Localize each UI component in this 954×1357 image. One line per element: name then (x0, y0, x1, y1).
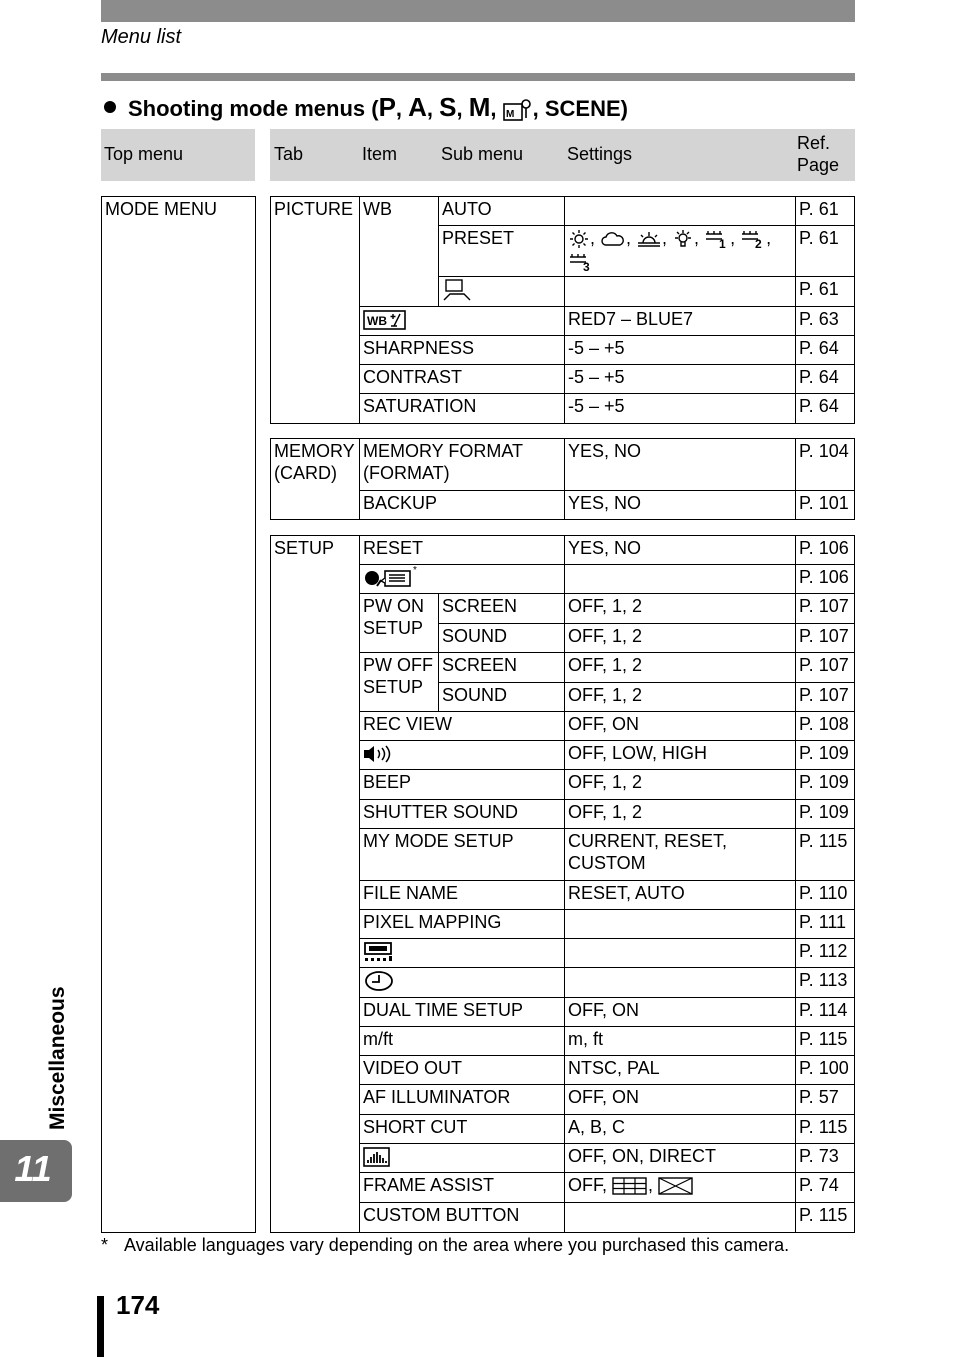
tab-picture: PICTURE (270, 196, 360, 424)
item-contrast: CONTRAST (359, 364, 565, 394)
item-backup: BACKUP (359, 490, 565, 520)
item-pixel-mapping: PIXEL MAPPING (359, 909, 565, 939)
col-tab: Tab (274, 144, 304, 164)
cloud-icon (600, 229, 626, 249)
footnote: * Available languages vary depending on the area where you purchased this camera. (101, 1235, 790, 1255)
section-title: Shooting mode menus (P, A, S, M, M , SCENE) (104, 92, 628, 123)
setting: RED7 – BLUE7 (564, 306, 796, 336)
item-video-out: VIDEO OUT (359, 1055, 565, 1085)
header-columns-cell (270, 129, 855, 181)
setting: OFF, 1, 2 (564, 593, 796, 624)
ref-page: P. 61 (795, 276, 855, 307)
wb-compensation-icon (363, 309, 407, 331)
item-file-name: FILE NAME (359, 880, 565, 910)
ref-page: P. 101 (795, 490, 855, 520)
fluorescent-3-icon (568, 252, 594, 272)
ref-page: P. 61 (795, 196, 855, 226)
mode-p: P (378, 92, 396, 122)
setting-frame-assist: OFF, , (564, 1172, 796, 1203)
item-saturation: SATURATION (359, 393, 565, 424)
setting: YES, NO (564, 535, 796, 565)
item-wb: WB (359, 196, 439, 307)
running-head: Menu list (101, 26, 182, 48)
item-pw-off-setup: PW OFF SETUP (359, 652, 439, 712)
setting: OFF, ON (564, 997, 796, 1027)
fluorescent-1-icon (704, 229, 730, 249)
setting: OFF, ON (564, 1084, 796, 1115)
top-menu-cell: MODE MENU (101, 196, 256, 1233)
ref-page: P. 64 (795, 364, 855, 394)
setting: OFF, 1, 2 (564, 769, 796, 800)
setting: OFF, ON (564, 711, 796, 741)
setting-empty (564, 1202, 796, 1233)
clock-icon (363, 970, 395, 992)
ref-page: P. 107 (795, 682, 855, 712)
sub-one-touch-wb (438, 276, 565, 307)
item-volume (359, 740, 565, 770)
mode-a: A (408, 92, 427, 122)
page-number-bar (97, 1296, 104, 1357)
setting: OFF, ON, DIRECT (564, 1143, 796, 1173)
ref-page: P. 109 (795, 740, 855, 770)
ref-page: P. 63 (795, 306, 855, 336)
col-sub-menu: Sub menu (441, 144, 524, 164)
tab-memory-card: MEMORY (CARD) (270, 438, 360, 520)
ref-page: P. 109 (795, 769, 855, 800)
setting-empty (564, 276, 796, 307)
histogram-icon (363, 1146, 391, 1168)
setting: CURRENT, RESET, CUSTOM (564, 828, 796, 881)
ref-page: P. 106 (795, 535, 855, 565)
ref-page: P. 108 (795, 711, 855, 741)
item-sharpness: SHARPNESS (359, 335, 565, 365)
item-monitor-brightness (359, 938, 565, 968)
item-wb-compensation (359, 306, 565, 336)
ref-page: P. 64 (795, 393, 855, 424)
ref-page: P. 115 (795, 828, 855, 881)
setting-empty (564, 938, 796, 968)
item-reset: RESET (359, 535, 565, 565)
svg-text:WB: WB (367, 314, 387, 329)
setting: OFF, LOW, HIGH (564, 740, 796, 770)
page-number: 174 (116, 1290, 160, 1320)
item-shutter-sound: SHUTTER SOUND (359, 799, 565, 829)
svg-text:3: 3 (583, 259, 590, 272)
tab-setup: SETUP (270, 535, 360, 1233)
language-icon (363, 566, 421, 590)
item-m-ft: m/ft (359, 1026, 565, 1056)
mode-m: M (468, 92, 491, 122)
fluorescent-2-icon (740, 229, 766, 249)
grid-icon (612, 1176, 648, 1196)
item-beep: BEEP (359, 769, 565, 800)
setting: NTSC, PAL (564, 1055, 796, 1085)
sub-sound: SOUND (438, 623, 565, 653)
mode-s: S (439, 92, 457, 122)
ref-page: P. 106 (795, 564, 855, 594)
setting: -5 – +5 (564, 364, 796, 394)
item-histogram (359, 1143, 565, 1173)
setting: OFF, 1, 2 (564, 652, 796, 683)
chapter-number: 11 (14, 1148, 52, 1189)
svg-text:1: 1 (719, 237, 726, 250)
setting: RESET, AUTO (564, 880, 796, 910)
ref-page: P. 107 (795, 652, 855, 683)
sub-screen: SCREEN (438, 593, 565, 624)
item-language (359, 564, 565, 594)
ref-page: P. 109 (795, 799, 855, 829)
setting-empty (564, 564, 796, 594)
ref-page: P. 61 (795, 225, 855, 277)
sub-screen: SCREEN (438, 652, 565, 683)
setting: OFF, 1, 2 (564, 623, 796, 653)
ref-page: P. 74 (795, 1172, 855, 1203)
ref-page: P. 112 (795, 938, 855, 968)
col-settings: Settings (567, 144, 633, 164)
setting-empty (564, 967, 796, 998)
golden-section-icon (658, 1176, 694, 1196)
sub-preset: PRESET (438, 225, 565, 277)
item-dual-time-setup: DUAL TIME SETUP (359, 997, 565, 1027)
ref-page: P. 114 (795, 997, 855, 1027)
item-rec-view: REC VIEW (359, 711, 565, 741)
sunset-icon (636, 229, 662, 249)
col-ref-page-line1: Ref. (797, 133, 831, 153)
svg-text:M: M (505, 109, 514, 121)
svg-text:*: * (413, 566, 417, 577)
setting-empty (564, 909, 796, 939)
sub-auto: AUTO (438, 196, 565, 226)
item-frame-assist: FRAME ASSIST (359, 1172, 565, 1203)
item-short-cut: SHORT CUT (359, 1114, 565, 1144)
setting: m, ft (564, 1026, 796, 1056)
sub-sound: SOUND (438, 682, 565, 712)
setting: YES, NO (564, 438, 796, 491)
setting: OFF, 1, 2 (564, 682, 796, 712)
setting: A, B, C (564, 1114, 796, 1144)
col-ref-page-line2: Page (797, 155, 840, 175)
one-touch-wb-icon (442, 278, 472, 302)
my-mode-icon (503, 98, 533, 122)
ref-page: P. 107 (795, 623, 855, 653)
ref-page: P. 107 (795, 593, 855, 624)
tungsten-icon (672, 229, 694, 249)
bullet-icon (104, 101, 116, 113)
item-clock (359, 967, 565, 998)
ref-page: P. 110 (795, 880, 855, 910)
header-bar (101, 0, 855, 22)
setting-wb-presets: , , , , 1 , 2 , 3 (564, 225, 796, 277)
setting: -5 – +5 (564, 335, 796, 365)
item-custom-button: CUSTOM BUTTON (359, 1202, 565, 1233)
ref-page: P. 64 (795, 335, 855, 365)
setting: OFF, 1, 2 (564, 799, 796, 829)
mode-scene: SCENE (544, 96, 621, 121)
setting-empty (564, 196, 796, 226)
item-af-illuminator: AF ILLUMINATOR (359, 1084, 565, 1115)
svg-text:2: 2 (755, 237, 762, 250)
setting: YES, NO (564, 490, 796, 520)
monitor-brightness-icon (363, 941, 395, 963)
ref-page: P. 113 (795, 967, 855, 998)
ref-page: P. 73 (795, 1143, 855, 1173)
item-pw-on-setup: PW ON SETUP (359, 593, 439, 653)
ref-page: P. 104 (795, 438, 855, 491)
col-top-menu: Top menu (104, 144, 184, 164)
volume-icon (363, 743, 391, 765)
ref-page: P. 115 (795, 1026, 855, 1056)
item-my-mode-setup: MY MODE SETUP (359, 828, 565, 881)
chapter-label: Miscellaneous (46, 986, 69, 1130)
ref-page: P. 115 (795, 1114, 855, 1144)
ref-page: P. 115 (795, 1202, 855, 1233)
ref-page: P. 57 (795, 1084, 855, 1115)
sun-icon (568, 229, 590, 249)
setting: -5 – +5 (564, 393, 796, 424)
ref-page: P. 100 (795, 1055, 855, 1085)
ref-page: P. 111 (795, 909, 855, 939)
col-item: Item (362, 144, 398, 164)
item-memory-format: MEMORY FORMAT (FORMAT) (359, 438, 565, 491)
header-rule (101, 73, 855, 81)
